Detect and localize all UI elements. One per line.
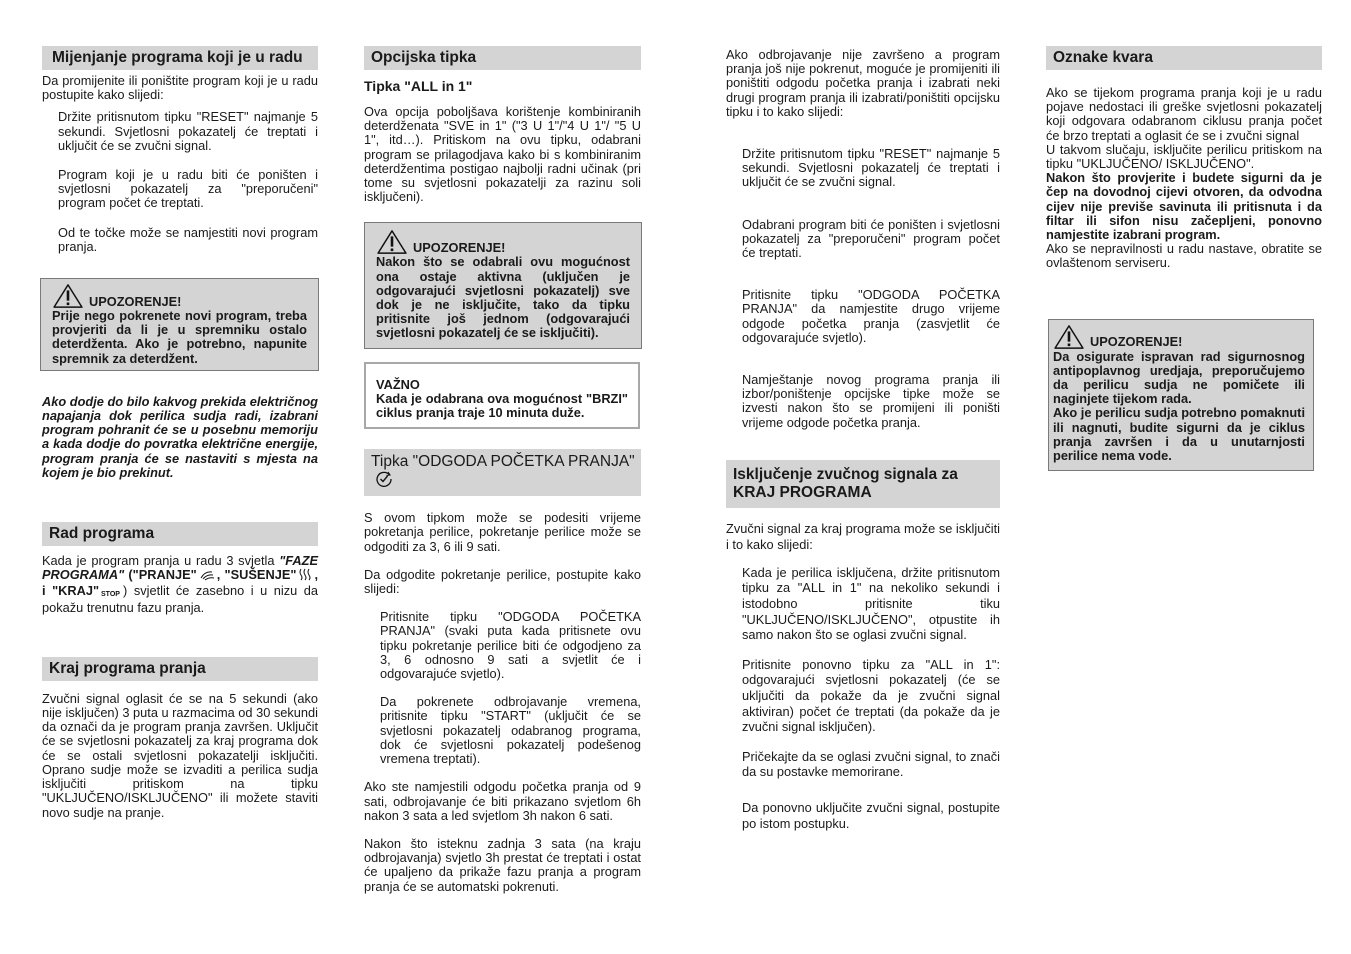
warning-text: Nakon što se odabrali ovu mogućnost ona ostaje aktivna (uključen je odgovarajući svjetlosni pokazatelj) sve dok je ne isključite, tako da tipku pritisnite još jednom (odgovarajući svjetlosni pokazatelj će se isključiti). xyxy=(376,254,630,341)
end-sound-intro: Zvučni signal za kraj programa može se isključiti i to kako slijedi: xyxy=(726,520,1000,552)
column-2 xyxy=(364,0,641,894)
fault-text-1: Ako se tijekom programa pranja koji je u radu pojave nedostaci ili greške svjetlosni pokazatelj koji odgovara odabranom ciklusu pranja počet će brzo treptati a oglasit će se i zvučni signal xyxy=(1046,85,1322,143)
change-delay-step-4: Namještanje novog programa pranja ili izbor/poništenje opcijske tipke može se izvesti nakon što se promijeni ili poništi vrijeme odgode početka pranja. xyxy=(742,372,1000,430)
warning-triangle-icon xyxy=(52,283,84,309)
section-title-end-of-wash: Kraj programa pranja xyxy=(42,657,318,681)
end-sound-step-2: Pritisnite ponovno tipku za "ALL in 1": odgovarajući svjetlosni pokazatelj (će se uključiti da pokaže da je zvučni signal aktiviran) počet će treptati (da pokaže da je zvučni signal isključen). xyxy=(742,656,1000,735)
svg-text:STOP: STOP xyxy=(101,591,120,598)
section-title-fault-indication: Oznake kvara xyxy=(1046,46,1322,70)
column-4 xyxy=(1046,0,1322,471)
end-of-wash-text: Zvučni signal oglasit će se na 5 sekundi (ako nije isključen) 3 puta u razmacima od 30 sekundi da označi da je program pranja završen. Uključit će se svjetlosni pokazatelj za kraj programa dok će se ostali svjetlosni pokazatelji isključiti. Oprano sudje može se izvaditi a perilica sudja isključiti pritiskom na tipku "UKLJUČENO/ISKLJUČENO" ili možete staviti novo sudje na pranje. xyxy=(42,690,318,820)
important-text: Kada je odabrana ova mogućnost "BRZI" ciklus pranja traje 10 minuta duže. xyxy=(376,390,628,421)
change-intro: Da promijenite ili poništite program koji je u radu postupite kako slijedi: xyxy=(42,73,318,103)
fault-text-3: Nakon što provjerite i budete sigurni da je čep na dovodnoj cijevi otvoren, da odvodna cijev nije previše savinuta ili pritisnuta i da filtar ili sifon nisu začepljeni, ponovno namjestite izabrani program. xyxy=(1046,170,1322,243)
program-phases-label: "FAZE PROGRAMA" xyxy=(42,553,319,583)
allin1-subtitle: Tipka "ALL in 1" xyxy=(364,78,473,94)
change-delay-step-1: Držite pritisnutom tipku "RESET" najmanje 5 sekundi. Svjetlosni pokazatelj će treptati i uključit će se zvučni signal. xyxy=(742,146,1000,190)
wash-icon xyxy=(199,569,215,584)
change-delay-step-2: Odabrani program biti će poništen i svjetlosni pokazatelj za "preporučeni" program počet će treptati. xyxy=(742,216,1000,261)
drying-icon xyxy=(298,568,312,584)
program-run-text: Kada je program pranja u radu 3 svjetla "FAZE PROGRAMA" ("PRANJE" , "SUŠENJE" , i "KRAJ" STOP ) svjetlit će zasebno i u nizu da pokažu trenutnu fazu pranja. xyxy=(42,553,319,615)
warning-text-1: Da osigurate ispravan rad sigurnosnog antipoplavnog uredjaja, preporučujemo da perilicu sudja ne pomičete ili naginjete tijekom rada. xyxy=(1053,348,1305,407)
section-title-delay-start: Tipka "ODGODA POČETKA PRANJA" xyxy=(364,449,641,496)
change-step-2: Program koji je u radu biti će poništen i svjetlosni pokazatelj za "preporučeni" program počet će treptati. xyxy=(58,167,318,211)
warning-box-allin1 xyxy=(364,222,642,348)
important-box xyxy=(364,362,640,430)
warning-label: UPOZORENJE! xyxy=(413,240,506,256)
delay-final-text: Nakon što isteknu zadnja 3 sata (na kraju odbrojavanja) svjetlo 3h prestat će treptati i ostat će upaljeno da prikaže fazu pranja a program pranja će se automatski pokrenuti. xyxy=(364,835,641,894)
delay-step-1: Pritisnite tipku "ODGODA POČETKA PRANJA" (svaki puta kada pritisnete ovu tipku pokretanje perilice biti će odgodjeno za 3, 6 odnosno 9 sati a svjetlit će i odgovarajuće svjetlo). xyxy=(380,609,641,682)
delay-clock-icon xyxy=(375,470,393,492)
change-delay-step-3: Pritisnite tipku "ODGODA POČETKA PRANJA" da namjestite drugo vrijeme odgode početka pranja (zasvjetlit će odgovarajuće svjetlo). xyxy=(742,287,1000,345)
power-outage-note: Ako dodje do bilo kakvog prekida električnog napajanja dok perilica sudja radi, izabrani program pohranit će se u posebnu memoriju a kada dodje do povratka električne energije, program pranja će se nastaviti s mjesta na kojem je bio prekinut. xyxy=(42,393,318,480)
warning-header xyxy=(1053,324,1305,350)
section-title-program-run: Rad programa xyxy=(42,522,318,546)
change-delay-intro: Ako odbrojavanje nije završeno a program pranja još nije pokrenut, moguće je promijeniti ili poništiti odgodu početka pranja i izabrati neki drugi program pranja ili izabrati/poništiti opcijsku tipku i to kako slijedi: xyxy=(726,47,1000,119)
warning-text-2: Ako je perilicu sudja potrebno pomaknuti ili nagnuti, budite sigurni da je ciklus pranja završen i da u unutarnjosti perilice nema vode. xyxy=(1053,405,1305,464)
fault-text-2: U takvom slučaju, isključite perilicu pritiskom na tipku "UKLJUČENO/ ISKLJUČENO". xyxy=(1046,141,1322,172)
column-3 xyxy=(726,0,1000,831)
delay-step-2: Da pokrenete odbrojavanje vremena, pritisnite tipku "START" (uključit će se svjetlosni pokazatelj odabranog programa, dok će svjetlosni pokazatelj podešenog vremena treptati). xyxy=(380,694,641,767)
warning-box-antiflood xyxy=(1048,319,1314,472)
warning-header xyxy=(376,229,630,255)
warning-box-detergent xyxy=(40,278,319,371)
change-step-1: Držite pritisnutom tipku "RESET" najmanje 5 sekundi. Svjetlosni pokazatelj će treptati i uključit će se zvučni signal. xyxy=(58,109,318,153)
end-sound-step-3: Pričekajte da se oglasi zvučni signal, to znači da su postavke memorirane. xyxy=(742,748,1000,780)
important-label: VAŽNO xyxy=(376,376,420,392)
section-title-end-sound: Isključenje zvučnog signala za KRAJ PROGRAMA xyxy=(726,460,1000,508)
warning-text: Prije nego pokrenete novi program, treba provjeriti da li je u spremniku ostalo deterdženta. Ako je potrebno, napunite spremnik za deterdžent. xyxy=(52,308,307,366)
stop-icon xyxy=(101,586,121,600)
section-title-change-program: Mijenjanje programa koji je u radu xyxy=(42,46,318,70)
delay-intro: S ovom tipkom može se podesiti vrijeme pokretanja perilice, pokretanje perilice može se odgoditi za 3, 6 ili 9 sati. xyxy=(364,510,641,554)
change-step-3: Od te točke može se namjestiti novi program pranja. xyxy=(58,224,318,254)
fault-text-4: Ako se nepravilnosti u radu nastave, obratite se ovlaštenom serviseru. xyxy=(1046,241,1322,271)
delay-howto: Da odgodite pokretanje perilice, postupite kako slijedi: xyxy=(364,566,641,597)
section-title-option-button: Opcijska tipka xyxy=(364,46,641,70)
end-sound-step-1: Kada je perilica isključena, držite pritisnutom tipku za "ALL in 1" na nekoliko sekundi i istodobno pritisnite tiku "UKLJUČENO/ISKLJUČENO", otpustite ih samo nakon što se oglasi zvučni signal. xyxy=(742,564,1000,643)
warning-label: UPOZORENJE! xyxy=(1090,334,1183,350)
column-1 xyxy=(42,0,318,820)
warning-triangle-icon xyxy=(1053,324,1085,350)
allin1-text: Ova opcija poboljšava korištenje kombiniranih deterdženata "SVE in 1" ("3 U 1"/"4 U 1"/ "5 U 1", itd…). Pritiskom na ovu tipku, odabrani program se prilagodjava kako bi s kombiniranim deterdžentima postigao najbolji radni učinak (pri tome su svjetlosni pokazatelji za razinu soli isključeni). xyxy=(364,104,641,205)
warning-header xyxy=(52,283,307,309)
delay-countdown-text: Ako ste namjestili odgodu početka pranja od 9 sati, odbrojavanje će biti prikazano svjetlom 6h nakon 3 sata a led svjetlom 3h nakon 6 sati. xyxy=(364,779,641,823)
end-sound-step-4: Da ponovno uključite zvučni signal, postupite po istom postupku. xyxy=(742,799,1000,831)
warning-label: UPOZORENJE! xyxy=(89,293,182,309)
warning-triangle-icon xyxy=(376,229,408,255)
